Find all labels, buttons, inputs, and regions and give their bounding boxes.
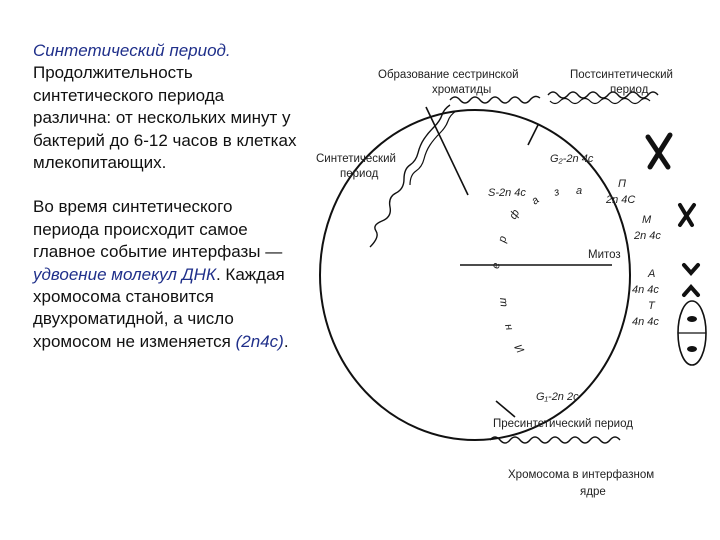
interphase-letter-5: р: [496, 234, 510, 244]
label-metaphase: М: [642, 214, 652, 226]
paragraph-1: [33, 40, 303, 174]
interphase-letter-9: а: [576, 185, 583, 197]
label-anaphase-formula: 4n 4c: [632, 284, 659, 296]
interphase-letter-6: ф: [507, 207, 523, 222]
label-interphase-chromosome-2: ядре: [580, 486, 606, 498]
label-sister-chromatid-2: хроматиды: [432, 84, 492, 96]
chromatid-bottom-strand: [490, 437, 620, 443]
label-telophase-formula: 4n 4c: [632, 316, 659, 328]
para2-emphasis: удвоение молекул ДНК: [33, 264, 216, 284]
label-anaphase: А: [648, 268, 656, 280]
para2-text-b: . Каждая хромосома становится двухроматидной, а число хромосом не изменяется: [33, 264, 285, 351]
chromosome-metaphase-icon: [680, 205, 694, 225]
chromatid-top-right-strand-2: [550, 99, 650, 104]
interphase-letter-7: а: [529, 194, 542, 208]
label-synthetic-2: период: [340, 168, 379, 180]
label-prophase: П: [618, 178, 626, 190]
interphase-letter-3: т: [497, 297, 510, 308]
para2-formula: (2n4c): [235, 331, 284, 351]
label-sister-chromatid-1: Образование сестринской: [378, 69, 519, 81]
label-presynthetic: Пресинтетический период: [493, 418, 633, 430]
chromosome-anaphase-icon: [684, 265, 698, 295]
label-metaphase-formula: 2n 4c: [634, 230, 661, 242]
label-interphase-chromosome-1: Хромосома в интерфазном: [508, 469, 655, 481]
divider-line-s: [426, 107, 468, 195]
label-synthetic-1: Синтетический: [316, 153, 396, 165]
divider-line-g2: [528, 125, 538, 145]
label-s: S-2n 4c: [488, 187, 526, 199]
para2-end: .: [283, 331, 289, 351]
interphase-letter-2: н: [502, 322, 516, 332]
label-postsynthetic-1: Постсинтетический: [570, 69, 673, 81]
interphase-letter-8: з: [552, 185, 561, 199]
paragraph-2: [33, 196, 303, 353]
label-mitosis: Митоз: [588, 249, 621, 261]
telophase-cells-icon: [678, 301, 706, 365]
interphase-letter-1: И: [511, 342, 526, 356]
para1-text: Продолжительность синтетического периода различна: от нескольких минут у бактерий до 6-12 часов в клетках млекопитающих.: [33, 63, 297, 173]
para2-text-a: Во время синтетического периода происходит самое главное событие интерфазы —: [33, 197, 283, 262]
description-text: [33, 40, 303, 353]
label-g2: G₂-2n 4c: [550, 153, 594, 165]
label-postsynthetic-2: период: [610, 84, 649, 96]
heading: Синтетический период.: [33, 41, 231, 60]
chromosome-prophase-icon: [648, 135, 670, 167]
label-telophase: Т: [648, 300, 655, 312]
label-g1: G₁-2n 2c: [536, 391, 579, 403]
divider-line-g1: [496, 401, 515, 417]
label-prophase-formula: 2n 4C: [606, 194, 636, 206]
interphase-letter-4: е: [490, 262, 503, 270]
cell-cycle-diagram: [300, 55, 715, 525]
chromatid-top-left-strand: [450, 96, 540, 103]
